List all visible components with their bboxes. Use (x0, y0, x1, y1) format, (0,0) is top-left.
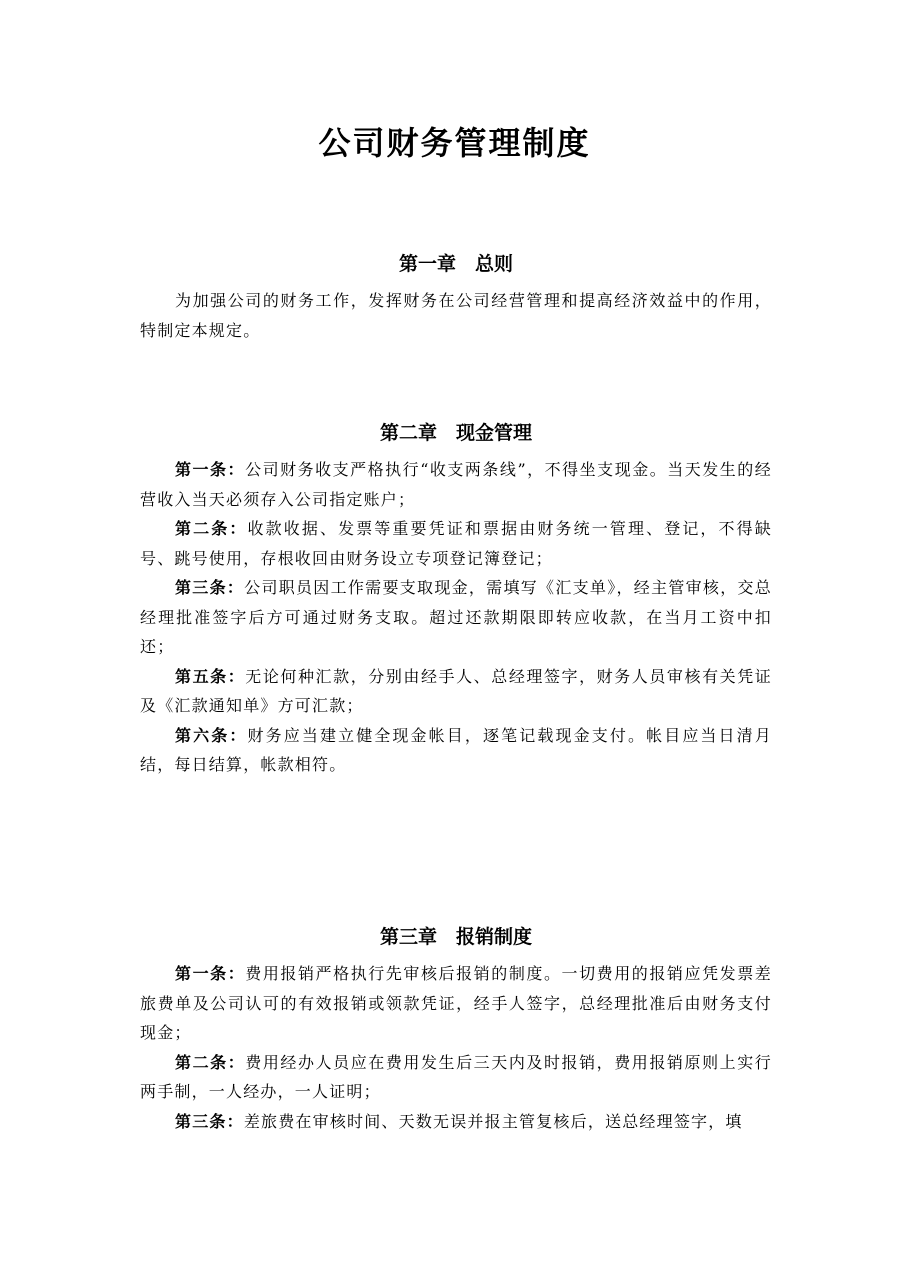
article-label: 第六条： (175, 725, 248, 745)
article-label: 第一条： (175, 460, 246, 479)
article-label: 第二条： (175, 519, 248, 538)
article-text: 费用报销严格执行先审核后报销的制度。一切费用的报销应凭发票差旅费单及公司认可的有效报销或领款凭证，经手人签字，总经理批准后由财务支付现金； (140, 964, 772, 1042)
article-text: 差旅费在审核时间、天数无误并报主管复核后，送总经理签字，填 (243, 1111, 743, 1131)
article-text: 公司职员因工作需要支取现金，需填写《汇支单》，经主管审核，交总经理批准签字后方可通过财务支取。超过还款期限即转应收款，在当月工资中扣还； (140, 578, 772, 656)
article-paragraph (140, 1107, 772, 1137)
article-text: 费用经办人员应在费用发生后三天内及时报销，费用报销原则上实行两手制，一人经办，一人证明； (140, 1052, 772, 1101)
article-paragraph (140, 573, 772, 662)
article-text: 财务应当建立健全现金帐目，逐笔记载现金支付。帐目应当日清月结，每日结算，帐款相符。 (140, 725, 772, 774)
article-label: 第三条： (175, 1111, 244, 1131)
chapter-reimbursement (140, 924, 772, 1136)
chapter-paragraph (140, 286, 772, 345)
article-paragraph (140, 959, 772, 1048)
article-label: 第五条： (175, 666, 246, 686)
chapter-general-provisions (140, 251, 772, 345)
article-paragraph (140, 1048, 772, 1107)
article-text: 收款收据、发票等重要凭证和票据由财务统一管理、登记，不得缺号、跳号使用，存根收回由财务设立专项登记簿登记； (140, 519, 772, 568)
chapter-heading: 第三章 报销制度 (379, 926, 532, 948)
document-title: 公司财务管理制度 (318, 124, 591, 162)
article-paragraph (140, 662, 772, 721)
article-text: 为加强公司的财务工作，发挥财务在公司经营管理和提高经济效益中的作用，特制定本规定。 (140, 291, 772, 340)
chapter-heading: 第一章 总则 (398, 253, 513, 275)
chapter-cash-management (140, 420, 772, 780)
article-text: 公司财务收支严格执行“收支两条线”，不得坐支现金。当天发生的经营收入当天必须存入公司指定账户； (140, 460, 772, 509)
article-paragraph (140, 455, 772, 514)
article-label: 第一条： (175, 964, 246, 983)
article-text: 无论何种汇款，分别由经手人、总经理签字，财务人员审核有关凭证及《汇款通知单》方可汇款； (140, 666, 772, 715)
article-label: 第三条： (175, 578, 245, 597)
article-label: 第二条： (175, 1052, 246, 1072)
article-paragraph (140, 721, 772, 780)
article-paragraph (140, 514, 772, 573)
chapter-heading: 第二章 现金管理 (379, 422, 532, 444)
